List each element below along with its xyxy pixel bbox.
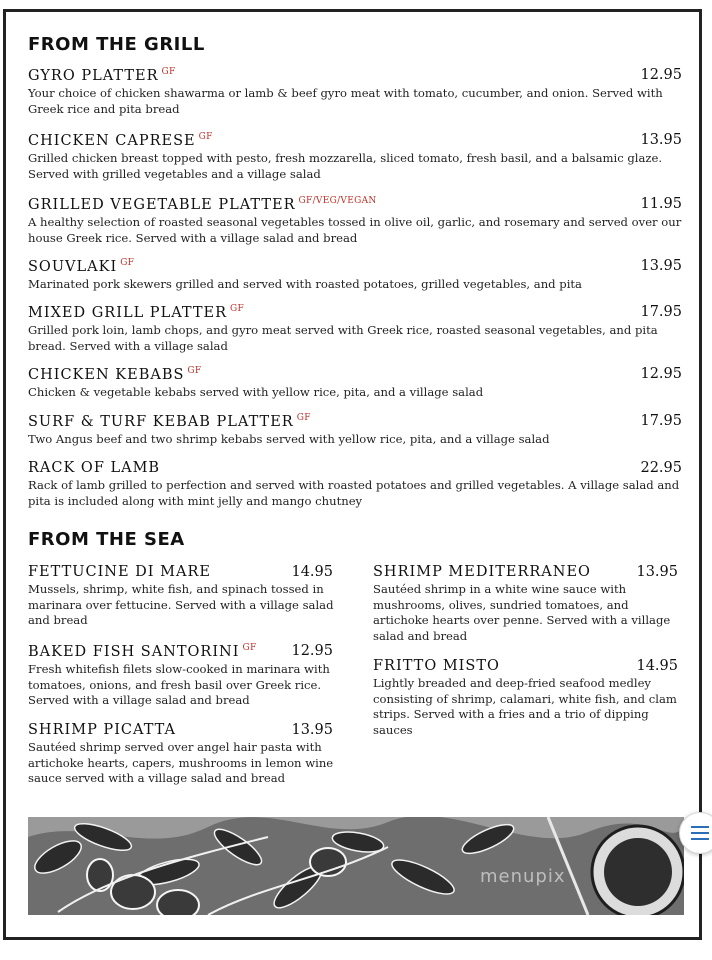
item-description: Fresh whitefish filets slow-cooked in marinara with tomatoes, onions, and fresh basil over Greek rice. Served with a village salad and bread xyxy=(28,662,330,707)
item-name: MIXED GRILL PLATTER xyxy=(28,305,227,321)
item-price: 14.95 xyxy=(291,564,333,580)
item-description: Your choice of chicken shawarma or lamb & beef gyro meat with tomato, cucumber, and onion. Served with Greek rice and pita bread xyxy=(28,86,663,116)
item-price: 12.95 xyxy=(640,67,682,83)
item-name: GRILLED VEGETABLE PLATTER xyxy=(28,197,296,213)
item-price: 13.95 xyxy=(640,258,682,274)
section-title-sea: FROM THE SEA xyxy=(28,529,185,550)
menu-item-fritto-misto xyxy=(373,658,683,738)
menu-item-grilled-vegetable-platter xyxy=(28,196,682,246)
menu-item-baked-fish-santorini xyxy=(28,643,338,709)
menu-item-gyro-platter xyxy=(28,67,682,117)
item-description: Mussels, shrimp, white fish, and spinach tossed in marinara over fettucine. Served with a village salad and bread xyxy=(28,582,334,627)
item-price: 13.95 xyxy=(640,132,682,148)
menupix-watermark: menupix xyxy=(480,866,566,887)
dietary-tag: GF xyxy=(161,67,176,77)
item-price: 11.95 xyxy=(640,196,682,212)
item-price: 17.95 xyxy=(640,304,682,320)
menu-item-shrimp-picatta xyxy=(28,722,338,787)
item-description: Lightly breaded and deep-fried seafood medley consisting of shrimp, calamari, white fish, and clam strips. Served with a fries and a trio of dipping sauces xyxy=(373,676,677,737)
item-price: 22.95 xyxy=(640,460,682,476)
item-name: SHRIMP PICATTA xyxy=(28,722,176,738)
olive-illustration-art xyxy=(28,817,684,915)
menu-item-rack-of-lamb xyxy=(28,460,682,509)
dietary-tag: GF xyxy=(120,258,135,268)
item-name: GYRO PLATTER xyxy=(28,68,159,84)
dietary-tag: GF xyxy=(242,643,257,653)
menu-item-fettucine-di-mare xyxy=(28,564,338,629)
hamburger-menu-icon xyxy=(691,826,709,840)
item-name: FETTUCINE DI MARE xyxy=(28,564,211,580)
dietary-tag: GF xyxy=(230,304,245,314)
item-name: CHICKEN KEBABS xyxy=(28,367,185,383)
item-description: Sautéed shrimp in a white wine sauce with mushrooms, olives, sundried tomatoes, and artichoke hearts over penne. Served with a village salad and bread xyxy=(373,582,671,643)
menu-item-mixed-grill-platter xyxy=(28,304,682,354)
item-price: 12.95 xyxy=(640,366,682,382)
item-description: Sautéed shrimp served over angel hair pasta with artichoke hearts, capers, mushrooms in lemon wine sauce served with a village salad and bread xyxy=(28,740,334,785)
item-name: SHRIMP MEDITERRANEO xyxy=(373,564,591,580)
item-description: Grilled chicken breast topped with pesto, fresh mozzarella, sliced tomato, fresh basil, and a balsamic glaze. Served with grilled vegetables and a village salad xyxy=(28,151,663,181)
item-price: 13.95 xyxy=(291,722,333,738)
menu-item-chicken-kebabs xyxy=(28,366,682,401)
item-price: 17.95 xyxy=(640,413,682,429)
item-description: Chicken & vegetable kebabs served with yellow rice, pita, and a village salad xyxy=(28,385,484,399)
item-description: Marinated pork skewers grilled and served with roasted potatoes, grilled vegetables, and pita xyxy=(28,277,582,291)
item-name: SOUVLAKI xyxy=(28,259,118,275)
section-title-grill: FROM THE GRILL xyxy=(28,34,205,55)
menu-item-shrimp-mediterraneo xyxy=(373,564,683,644)
olive-illustration xyxy=(28,817,684,915)
dietary-tag: GF/VEG/VEGAN xyxy=(298,196,377,206)
item-name: BAKED FISH SANTORINI xyxy=(28,644,240,660)
item-name: SURF & TURF KEBAB PLATTER xyxy=(28,414,294,430)
item-name: FRITTO MISTO xyxy=(373,658,500,674)
item-description: Rack of lamb grilled to perfection and served with roasted potatoes and grilled vegetables. A village salad and pita is included along with mint jelly and mango chutney xyxy=(28,478,680,508)
item-name: RACK OF LAMB xyxy=(28,460,161,476)
menu-item-surf-turf-kebab-platter xyxy=(28,413,682,448)
menu-item-chicken-caprese xyxy=(28,132,682,182)
item-description: Grilled pork loin, lamb chops, and gyro meat served with Greek rice, roasted seasonal vegetables, and pita bread. Served with a village salad xyxy=(28,323,658,353)
dietary-tag: GF xyxy=(198,132,213,142)
dietary-tag: GF xyxy=(187,366,202,376)
dietary-tag: GF xyxy=(296,413,311,423)
item-price: 13.95 xyxy=(636,564,678,580)
item-description: A healthy selection of roasted seasonal vegetables tossed in olive oil, garlic, and rosemary and served over our house Greek rice. Served with a village salad and bread xyxy=(28,215,682,245)
menu-item-souvlaki xyxy=(28,258,682,293)
item-price: 12.95 xyxy=(291,643,333,659)
item-description: Two Angus beef and two shrimp kebabs served with yellow rice, pita, and a village salad xyxy=(28,432,550,446)
item-price: 14.95 xyxy=(636,658,678,674)
item-name: CHICKEN CAPRESE xyxy=(28,133,196,149)
